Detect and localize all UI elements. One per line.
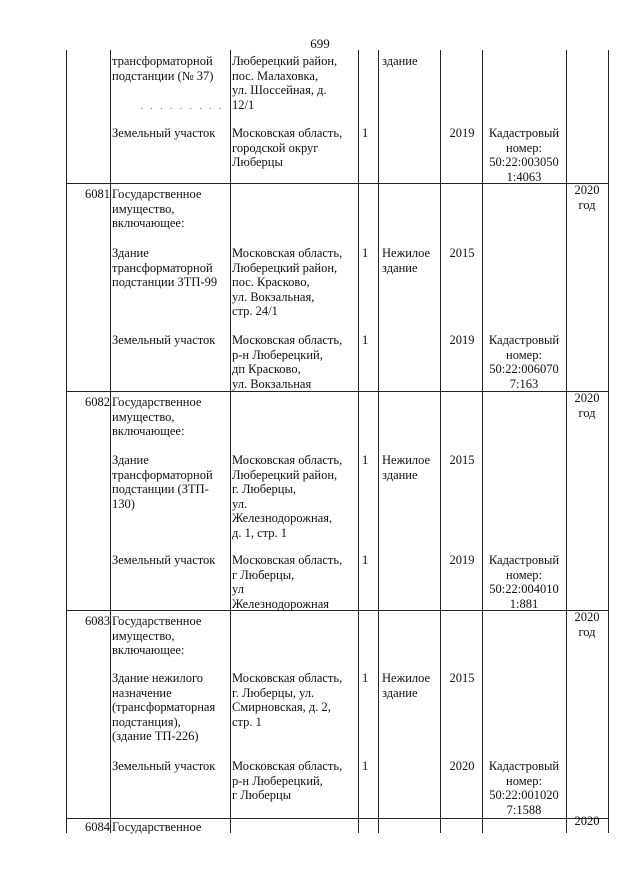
- item-name: Земельный участок: [112, 553, 216, 567]
- item-name: Земельный участок: [112, 759, 216, 773]
- item-address: Люберецкий район, пос. Малаховка, ул. Шоссейная, д. 12/1: [232, 54, 338, 112]
- item-name: трансформаторной подстанции (№ 37): [112, 54, 214, 83]
- row-number: 6083: [85, 614, 110, 628]
- item-quantity: 1: [362, 453, 369, 467]
- item-year: 2019: [449, 126, 475, 140]
- row-line: [66, 818, 608, 819]
- item-type: здание: [382, 54, 418, 68]
- item-date: 2020 год: [574, 391, 600, 420]
- item-quantity: 1: [362, 671, 369, 685]
- col-line: [440, 50, 441, 833]
- item-type: Нежилое здание: [382, 246, 431, 275]
- item-address: Московская область, р-н Люберецкий, дп Красково, ул. Вокзальная: [232, 333, 343, 391]
- item-address: Московская область, Люберецкий район, г. Люберцы, ул. Железнодорожная, д. 1, стр. 1: [232, 453, 343, 540]
- col-line: [230, 50, 231, 833]
- item-cadastral: Кадастровый номер: 50:22:003050 1:4063: [488, 126, 560, 184]
- page-number: 699: [310, 36, 330, 51]
- item-cadastral: Кадастровый номер: 50:22:006070 7:163: [488, 333, 560, 391]
- item-quantity: 1: [362, 553, 369, 567]
- item-quantity: 1: [362, 246, 369, 260]
- item-year: 2019: [449, 333, 475, 347]
- item-name: Государственное имущество, включающее:: [112, 395, 202, 439]
- item-address: Московская область, р-н Люберецкий, г Люберцы: [232, 759, 343, 803]
- item-address: Московская область, Люберецкий район, пос. Красково, ул. Вокзальная, стр. 24/1: [232, 246, 343, 319]
- item-address: Московская область, г Люберцы, ул Железнодорожная: [232, 553, 343, 611]
- col-line: [378, 50, 379, 833]
- item-name: Государственное имущество, включающее:: [112, 187, 202, 231]
- item-quantity: 1: [362, 126, 369, 140]
- col-line: [482, 50, 483, 833]
- item-year: 2020: [449, 759, 475, 773]
- item-cadastral: Кадастровый номер: 50:22:004010 1:881: [488, 553, 560, 611]
- col-line: [608, 50, 609, 833]
- col-line: [110, 50, 111, 833]
- item-address: Московская область, городской округ Люберцы: [232, 126, 343, 170]
- property-table: [66, 50, 608, 833]
- item-name: Здание трансформаторной подстанции ЗТП-99: [112, 246, 218, 290]
- item-type: Нежилое здание: [382, 453, 431, 482]
- item-year: 2015: [449, 453, 475, 467]
- item-name: Здание трансформаторной подстанции (ЗТП- 130): [112, 453, 213, 511]
- item-date: 2020 год: [574, 610, 600, 639]
- row-number: 6082: [85, 395, 110, 409]
- item-address: Московская область, г. Люберцы, ул. Смирновская, д. 2, стр. 1: [232, 671, 343, 729]
- row-number: 6081: [85, 187, 110, 201]
- item-type: Нежилое здание: [382, 671, 431, 700]
- item-quantity: 1: [362, 333, 369, 347]
- row-number: 6084: [85, 820, 110, 834]
- item-year: 2015: [449, 246, 475, 260]
- col-line: [66, 50, 67, 833]
- item-quantity: 1: [362, 759, 369, 773]
- item-date: 2020: [574, 814, 600, 828]
- item-name: Земельный участок: [112, 333, 216, 347]
- item-name: Здание нежилого назначение (трансформаторная подстанция), (здание ТП-226): [112, 671, 216, 744]
- item-date: 2020 год: [574, 183, 600, 212]
- item-name: Государственное: [112, 820, 202, 834]
- item-year: 2019: [449, 553, 475, 567]
- item-name: Земельный участок: [112, 126, 216, 140]
- item-cadastral: Кадастровый номер: 50:22:001020 7:1588: [488, 759, 560, 817]
- scan-artifact: · · · · · · · · ·: [140, 104, 224, 115]
- item-year: 2015: [449, 671, 475, 685]
- item-name: Государственное имущество, включающее:: [112, 614, 202, 658]
- col-line: [358, 50, 359, 833]
- col-line: [566, 50, 567, 833]
